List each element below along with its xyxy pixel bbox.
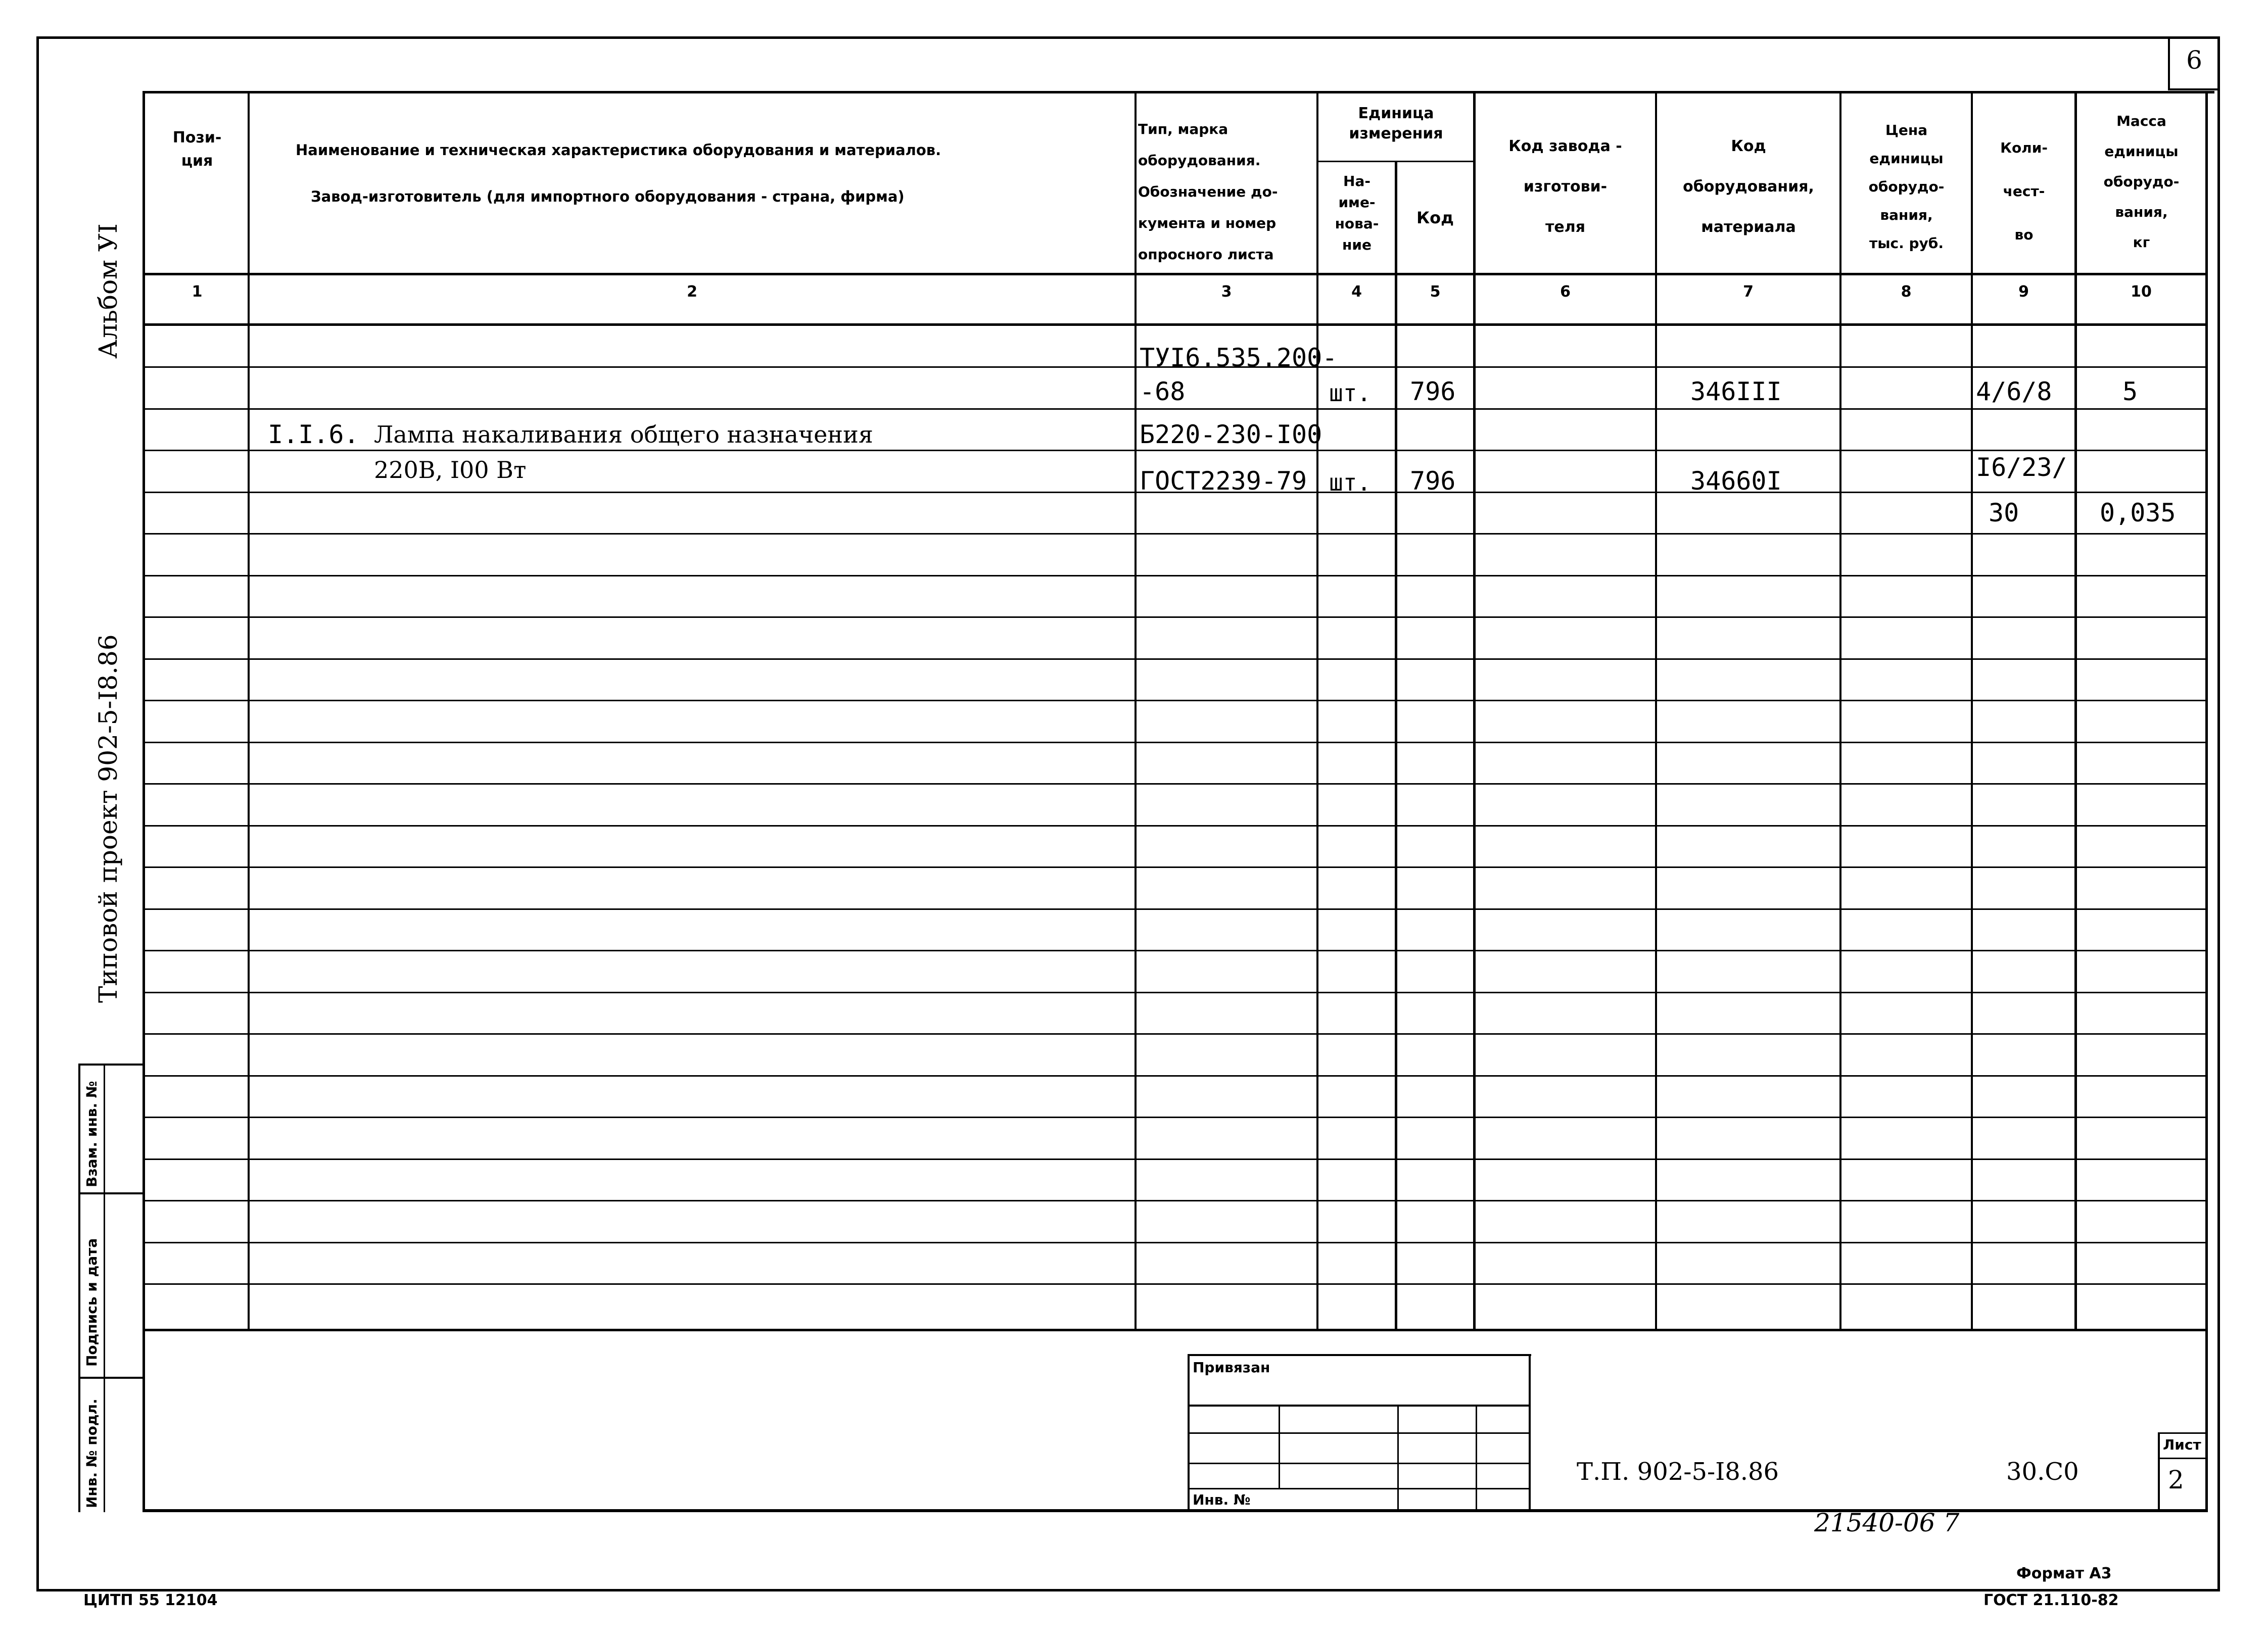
tb-line-1 (1188, 1405, 1531, 1407)
footer-gost: ГОСТ 21.110-82 (1983, 1591, 2119, 1609)
row-line (143, 1200, 2208, 1201)
r4-equip-code: 34660I (1690, 466, 1782, 496)
r5-qty: 30 (1989, 498, 2019, 527)
tb-line-3 (1188, 1463, 1531, 1464)
row-line (143, 950, 2208, 951)
page-number: 6 (2186, 45, 2202, 75)
row-line (143, 1159, 2208, 1160)
col-line-1 (248, 91, 250, 1331)
row-line (143, 450, 2208, 451)
table-top (143, 91, 2214, 93)
stamp-podpis: Подпись и дата (83, 1238, 100, 1367)
tb-vline-2 (1397, 1405, 1399, 1511)
sheet-number: 2 (2168, 1465, 2184, 1494)
header-position: Пози- ция (172, 129, 222, 170)
col-line-6 (1655, 91, 1657, 1331)
tb-line-4 (1188, 1488, 1531, 1489)
r2-mass: 5 (2122, 377, 2138, 406)
r2-unit: шт. (1329, 379, 1372, 407)
colnum-bottom-line (143, 323, 2208, 326)
r1-type: ТУI6.535.200- (1140, 343, 1338, 372)
colnum-7: 7 (1743, 283, 1754, 301)
tb-vline-1 (1279, 1405, 1280, 1488)
tb-privyazan: Привязан (1193, 1359, 1270, 1376)
r4-type: ГОСТ2239-79 (1140, 466, 1307, 496)
r2-code: 796 (1410, 377, 1456, 406)
handwritten-number: 21540-06 7 (1814, 1508, 1960, 1537)
table-left (143, 91, 145, 1511)
outer-frame-right (2217, 36, 2220, 1591)
footer-left: ЦИТП 55 12104 (83, 1591, 218, 1609)
sheet-box-top (2158, 1432, 2208, 1434)
row-line (143, 1117, 2208, 1118)
col-line-7 (1839, 91, 1841, 1331)
colnum-1: 1 (192, 283, 203, 301)
tb-vline-3 (1476, 1405, 1477, 1511)
r3-name: Лампа накаливания общего назначения (374, 421, 873, 448)
side-album: Альбом УI (93, 223, 123, 359)
tb-outer-top (1188, 1354, 1531, 1356)
header-unit: Единица измерения (1349, 105, 1443, 142)
row-line (143, 700, 2208, 701)
stamp-sep1 (78, 1192, 144, 1194)
header-unit-name: На- име- нова- ние (1335, 173, 1379, 253)
r2-qty: 4/6/8 (1976, 377, 2052, 406)
stamp-inv: Инв. № подл. (83, 1398, 100, 1508)
stamp-mid (104, 1064, 105, 1512)
tb-inv-no: Инв. № (1193, 1491, 1251, 1508)
colnum-5: 5 (1430, 283, 1441, 301)
tb-designation: Т.П. 902-5-I8.86 (1577, 1458, 1779, 1486)
r4-name: 220В, I00 Вт (374, 456, 527, 484)
r4-qty: I6/23/ (1976, 453, 2067, 482)
row-line (143, 992, 2208, 993)
tb-code: 30.С0 (2006, 1458, 2079, 1486)
header-manufacturer-code: Код завода - изготови- теля (1508, 137, 1622, 236)
footer-format: Формат А3 (2016, 1565, 2112, 1582)
r4-code: 796 (1410, 466, 1456, 496)
header-price: Цена единицы оборудо- вания, тыс. руб. (1868, 122, 1945, 252)
header-bottom-line (143, 273, 2208, 275)
col-line-2 (1135, 91, 1137, 1331)
col-line-9 (2074, 91, 2077, 1331)
row-line (143, 825, 2208, 827)
col-line-3 (1316, 91, 1318, 1331)
data-area-bottom (143, 1329, 2208, 1331)
header-quantity: Коли- чест- во (2000, 139, 2048, 243)
col-line-5 (1473, 91, 1476, 1331)
row-line (143, 1075, 2208, 1077)
row-line (143, 783, 2208, 785)
r4-unit: шт. (1329, 469, 1372, 496)
row-line (143, 908, 2208, 910)
header-mass: Масса единицы оборудо- вания, кг (2103, 113, 2180, 251)
header-unit-code: Код (1416, 208, 1454, 227)
col-line-8 (1971, 91, 1973, 1331)
col-line-4 (1395, 161, 1397, 1331)
colnum-9: 9 (2018, 283, 2029, 301)
table-right (2205, 91, 2208, 1512)
row-line (143, 408, 2208, 410)
r3-type: Б220-230-I00 (1140, 420, 1322, 449)
side-project: Типовой проект 902-5-I8.86 (93, 634, 123, 1003)
outer-frame-bottom (36, 1589, 2218, 1591)
sheet-label: Лист (2163, 1436, 2201, 1453)
row-line (143, 866, 2208, 868)
sheet-box-mid (2158, 1458, 2208, 1459)
row-line (143, 1242, 2208, 1243)
colnum-3: 3 (1221, 283, 1232, 301)
r3-position: I.I.6. (268, 420, 359, 449)
tb-line-2 (1188, 1432, 1531, 1434)
stamp-vzam: Взам. инв. № (83, 1081, 100, 1187)
page-box-bottom (2168, 88, 2220, 90)
stamp-left (78, 1064, 80, 1512)
r2-equip-code: 346III (1690, 377, 1782, 406)
colnum-6: 6 (1560, 283, 1571, 301)
header-type: Тип, марка оборудования. Обозначение до- кумента и номер опросного листа (1138, 121, 1278, 263)
row-line (143, 616, 2208, 618)
r5-mass: 0,035 (2100, 498, 2176, 527)
stamp-top (78, 1064, 144, 1066)
colnum-10: 10 (2131, 283, 2152, 301)
header-equipment-code: Код оборудования, материала (1683, 137, 1814, 236)
outer-frame-top (36, 36, 2218, 39)
header-name-line1: Наименование и техническая характеристика оборудования и материалов. (296, 141, 941, 159)
row-line (143, 533, 2208, 535)
row-line (143, 1283, 2208, 1285)
row-line (143, 658, 2208, 660)
header-name-line2: Завод-изготовитель (для импортного оборудования - страна, фирма) (311, 188, 905, 205)
sheet-box-left (2158, 1432, 2160, 1512)
row-line (143, 1033, 2208, 1035)
r2-type: -68 (1140, 377, 1186, 406)
stamp-sep2 (78, 1377, 144, 1379)
colnum-8: 8 (1901, 283, 1912, 301)
row-line (143, 742, 2208, 743)
outer-frame-left (36, 36, 39, 1590)
row-line (143, 575, 2208, 576)
colnum-4: 4 (1351, 283, 1362, 301)
colnum-2: 2 (687, 283, 697, 301)
